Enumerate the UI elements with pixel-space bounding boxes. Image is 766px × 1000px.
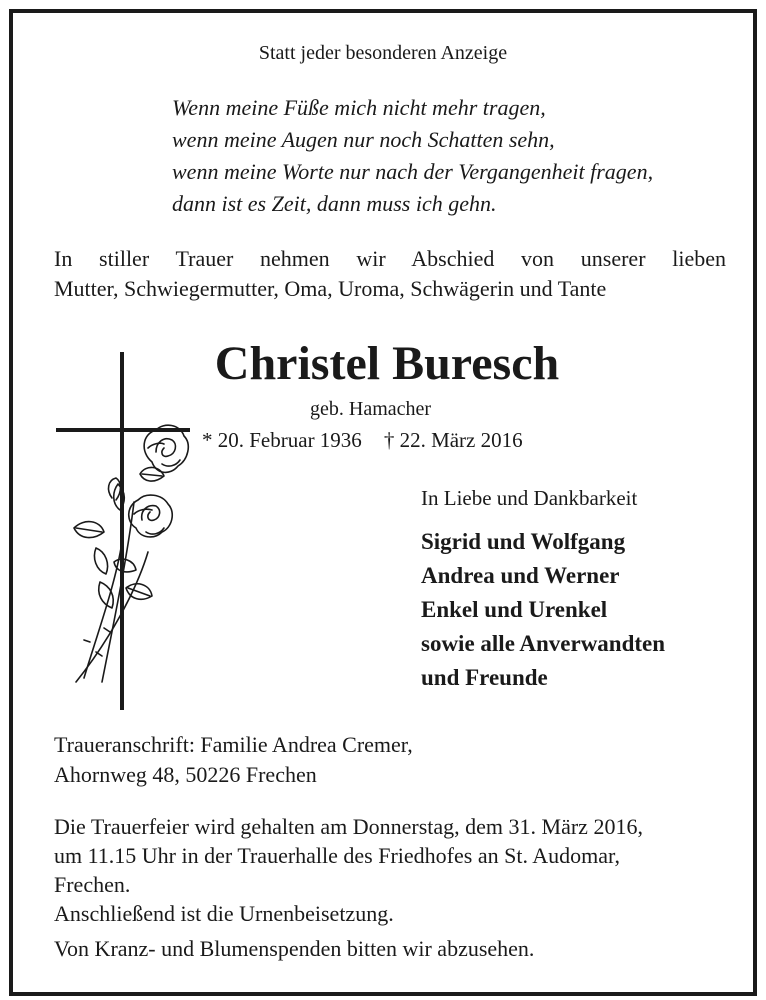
birth-date: * 20. Februar 1936 xyxy=(202,428,362,452)
thanks-line: In Liebe und Dankbarkeit xyxy=(421,486,638,510)
poem-line: wenn meine Worte nur nach der Vergangenheit fragen, xyxy=(172,159,654,184)
poem-line: Wenn meine Füße mich nicht mehr tragen, xyxy=(172,95,546,120)
intro-line: Mutter, Schwiegermutter, Oma, Uroma, Schwägerin und Tante xyxy=(54,276,607,301)
poem-line: dann ist es Zeit, dann muss ich gehn. xyxy=(172,191,497,216)
life-dates xyxy=(202,426,523,454)
address-line: Traueranschrift: Familie Andrea Cremer, xyxy=(54,732,413,757)
mourner-line: und Freunde xyxy=(421,665,548,690)
poem xyxy=(172,92,653,220)
cross-with-roses-illustration xyxy=(56,352,196,712)
death-date: † 22. März 2016 xyxy=(383,428,523,452)
ceremony-line: Frechen. xyxy=(54,872,131,897)
intro-text xyxy=(54,244,726,304)
deceased-name: Christel Buresch xyxy=(214,337,560,390)
mourning-address xyxy=(54,730,413,790)
mourners-list xyxy=(421,525,665,695)
flowers-note: Von Kranz- und Blumenspenden bitten wir abzusehen. xyxy=(54,936,535,961)
address-line: Ahornweg 48, 50226 Frechen xyxy=(54,762,317,787)
mourner-line: Andrea und Werner xyxy=(421,563,620,588)
mourner-line: Enkel und Urenkel xyxy=(421,597,608,622)
rose-icon xyxy=(74,425,188,682)
ceremony-line: Die Trauerfeier wird gehalten am Donnerstag, dem 31. März 2016, xyxy=(54,814,643,839)
mourner-line: sowie alle Anverwandten xyxy=(421,631,666,656)
maiden-name: geb. Hamacher xyxy=(310,398,432,420)
funeral-details xyxy=(54,812,643,928)
notice-header: Statt jeder besonderen Anzeige xyxy=(258,42,508,64)
ceremony-line: Anschließend ist die Urnenbeisetzung. xyxy=(54,901,394,926)
mourner-line: Sigrid und Wolfgang xyxy=(421,529,626,554)
ceremony-line: um 11.15 Uhr in der Trauerhalle des Friedhofes an St. Audomar, xyxy=(54,843,620,868)
poem-line: wenn meine Augen nur noch Schatten sehn, xyxy=(172,127,555,152)
intro-line: In stiller Trauer nehmen wir Abschied von unserer lieben xyxy=(54,246,726,271)
